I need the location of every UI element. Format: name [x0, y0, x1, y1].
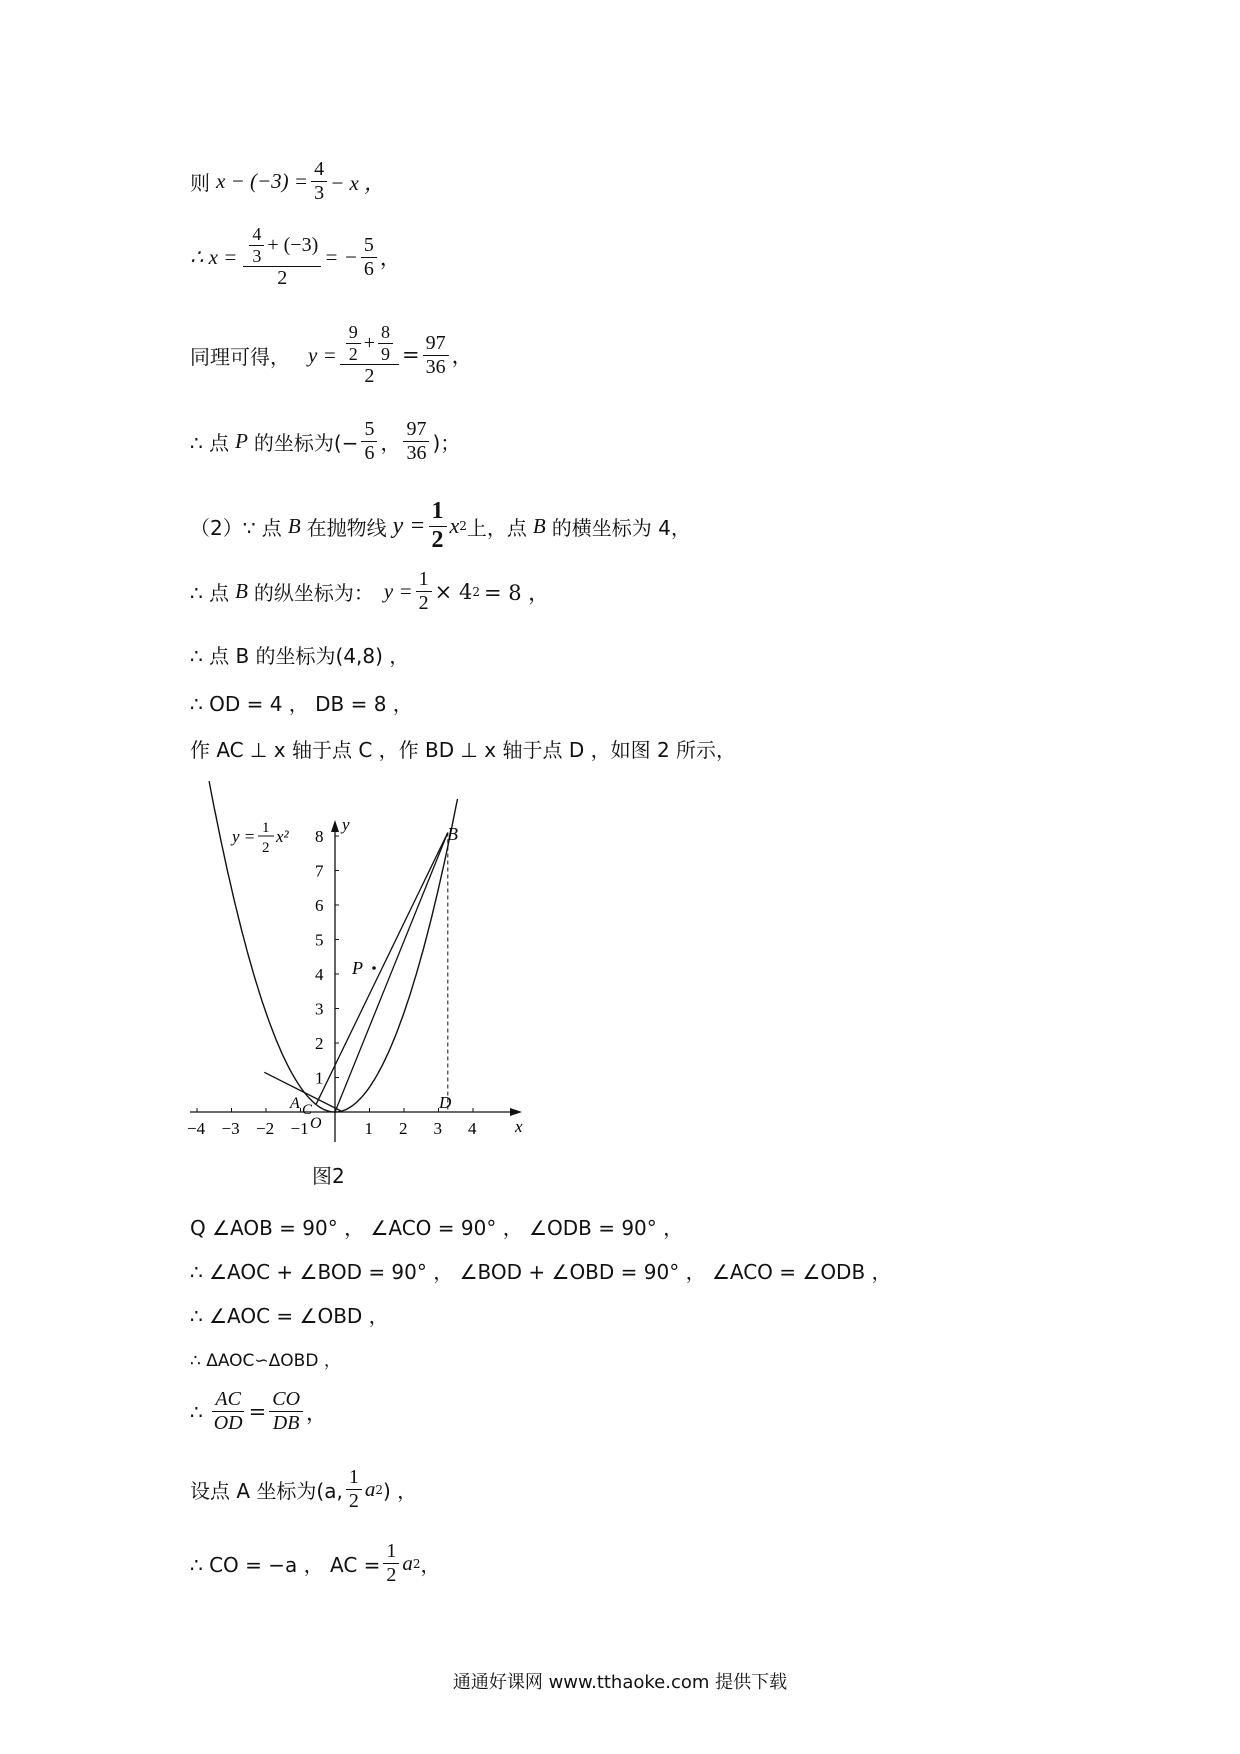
line-8: ∴ OD = 4 ， DB = 8 ，	[190, 692, 413, 716]
y-axis-arrow	[331, 820, 339, 832]
x-tick-label: 3	[433, 1119, 442, 1138]
x-tick-label: 2	[399, 1119, 408, 1138]
x-tick-label: −2	[256, 1119, 275, 1138]
line-2: ∴ x = $\frac{4}{3}$ + (−3) 2 = − $\frac{5}{6}$ ，	[190, 224, 401, 290]
y-tick-label: 6	[315, 896, 324, 915]
y-tick-label: 7	[315, 861, 324, 881]
line-1: 则 x − (−3) = $\frac{4}{3}$ − x ，	[190, 158, 386, 204]
y-axis-label: y	[342, 815, 350, 834]
point-D-label: D	[439, 1093, 452, 1112]
line-10: Q ∠AOB = 90° ， ∠ACO = 90° ， ∠ODB = 90° ，	[190, 1216, 684, 1240]
x-tick-label: 1	[364, 1119, 373, 1138]
line-15: 设点 A 坐标为(a, $\frac{1}{2}$ a 2 ) ，	[190, 1466, 418, 1512]
line-11: ∴ ∠AOC + ∠BOD = 90° ， ∠BOD + ∠OBD = 90° ， ∠ACO = ∠ODB ，	[190, 1260, 892, 1284]
line-12: ∴ ∠AOC = ∠OBD ，	[190, 1304, 389, 1328]
curve-label-den: 2	[262, 840, 270, 856]
x-axis-arrow	[510, 1108, 522, 1116]
parabola-graph	[187, 772, 530, 1142]
line-5: （2）∵ 点 B 在抛物线 y = $\frac{1}{2}$ x 2 上，点 B 的横坐标为 4，	[190, 498, 691, 553]
y-tick-label: 4	[315, 965, 324, 984]
point-O-label: O	[310, 1115, 322, 1132]
x-tick-label: −1	[290, 1119, 309, 1138]
line-16: ∴ CO = −a ， AC = $\frac{1}{2}$ a 2 ，	[190, 1540, 441, 1586]
line-3: 同理可得， y = $\frac{9}{2}$ + $\frac{8}{9}$ 2 = $\frac{97}{36}$ ，	[190, 322, 473, 388]
curve-label-num: 1	[262, 820, 270, 836]
curve-label-x: x²	[276, 827, 289, 846]
point-C-label: C	[302, 1102, 313, 1118]
line-13: ∴ ΔAOC∽ΔOBD ，	[190, 1351, 341, 1371]
x-tick-label: 4	[468, 1119, 477, 1138]
y-tick-label: 2	[315, 1034, 324, 1053]
line-9: 作 AC ⊥ x 轴于点 C ，作 BD ⊥ x 轴于点 D ，如图 2 所示，	[190, 738, 737, 762]
y-tick-label: 1	[315, 1068, 324, 1088]
curve-label-y: y =	[232, 827, 256, 846]
point-A-label: A	[290, 1095, 300, 1112]
x-tick-label: −4	[187, 1119, 206, 1138]
y-tick-label: 5	[315, 930, 324, 950]
page-footer: 通通好课网 www.tthaoke.com 提供下载	[452, 1672, 788, 1693]
line-AB	[316, 833, 448, 1105]
point-B-label: B	[447, 824, 458, 844]
compound-fraction: $\frac{4}{3}$ + (−3) 2	[243, 224, 321, 290]
line-4: ∴ 点 P 的坐标为(− $\frac{5}{6}$ ， $\frac{97}{36}$ )；	[190, 418, 461, 464]
line-14: ∴ $\frac{AC}{OD}$ = $\frac{CO}{DB}$ ，	[190, 1388, 328, 1434]
line-6: ∴ 点 B 的纵坐标为： y = $\frac{1}{2}$ × 4 2 = 8 ，	[190, 568, 550, 614]
fraction: $\frac{4}{3}$	[311, 158, 327, 205]
compound-fraction: $\frac{9}{2}$ + $\frac{8}{9}$ 2	[340, 322, 399, 388]
point-P-label: P	[352, 958, 363, 978]
y-tick-label: 3	[315, 999, 324, 1019]
x-axis-label: x	[515, 1117, 523, 1136]
point-P	[372, 966, 376, 970]
x-tick-label: −3	[221, 1119, 240, 1138]
line-7: ∴ 点 B 的坐标为(4,8) ，	[190, 644, 410, 668]
figure-caption: 图2	[312, 1164, 345, 1188]
parabola-figure	[187, 772, 530, 1146]
y-tick-label: 8	[315, 827, 324, 846]
